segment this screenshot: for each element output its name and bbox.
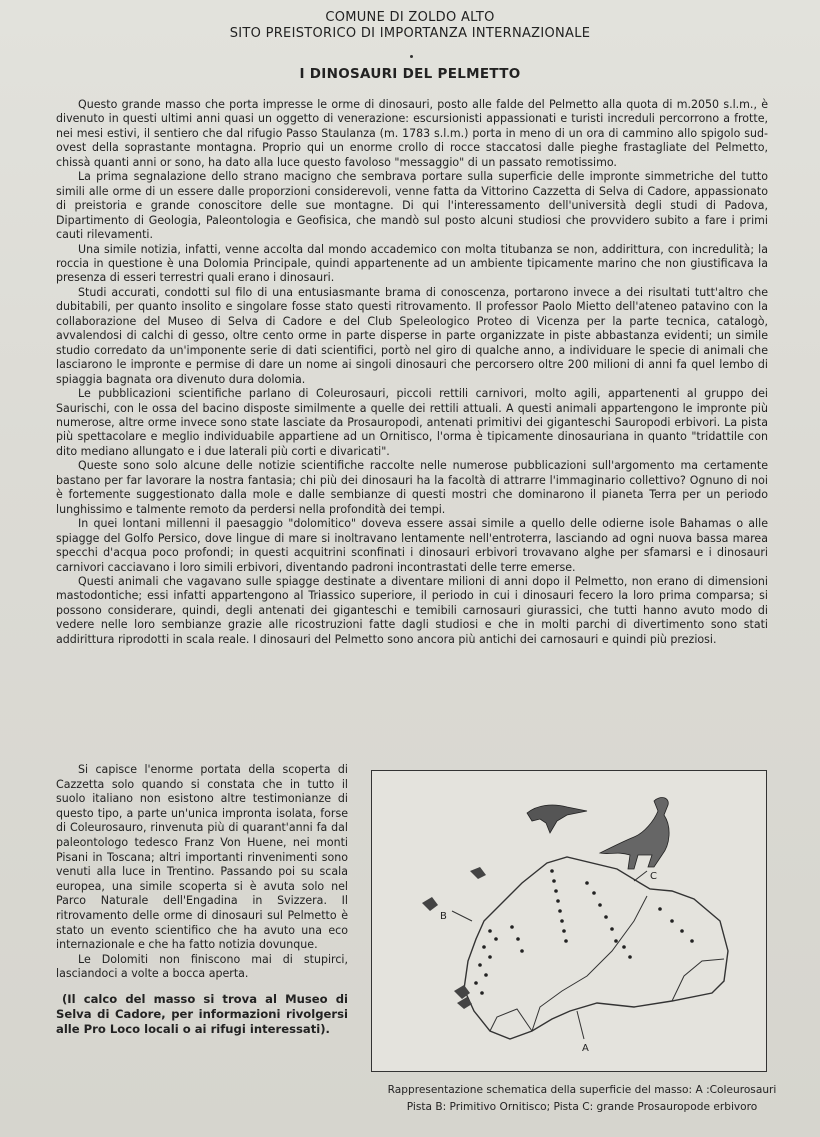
footprint: [554, 889, 558, 893]
footprint: [510, 925, 514, 929]
footprint: [488, 955, 492, 959]
rock-fold-line: [490, 1009, 532, 1031]
footprint: [564, 939, 568, 943]
footprint: [494, 937, 498, 941]
footprint: [474, 981, 478, 985]
footprint: [482, 945, 486, 949]
caption-line: Rappresentazione schematica della superficie del masso: A :Coleurosauri: [387, 1084, 777, 1096]
footprint: [592, 891, 596, 895]
dinosaur-icon: [527, 805, 587, 833]
footprint: [484, 973, 488, 977]
header-comune: COMUNE DI ZOLDO ALTO: [325, 10, 495, 25]
dinosaur-icon: [470, 867, 486, 879]
dinosaur-icon: [457, 997, 472, 1009]
footprint: [480, 991, 484, 995]
footprint: [614, 939, 618, 943]
dinosaur-icon: [422, 897, 438, 911]
left-column-text: [56, 763, 348, 1038]
footprint: [516, 937, 520, 941]
paragraph: Studi accurati, condotti sul filo di una entusiasmante brama di conoscenza, portarono invece a dei risultati tutt'altro che dubitabili, per quanto insolito e singolare fosse stato questi ritrovamento. Il professor Paolo Mietto dell'ateneo patavino con la collaborazione del Museo di Selva di Cadore e del Club Speleologico Proteo di Vicenza per la parte tecnica, catalogò, avvalendosi di calchi di gesso, oltre cento orme in parte disperse in parte organizzate in piste abbastanza evidenti; un simile studio corredato da un'imponente serie di dati scientifici, portò nel giro di qualche anno, a individuare le specie di animali che lasciarono le impronte e permise di dare un nome ai singoli dinosauri che percorsero oltre 200 milioni di anni fa quel lembo di spiaggia bagnata ora divenuto dura dolomia.: [56, 285, 768, 386]
diagram-drawing: [372, 771, 766, 1071]
paragraph: La prima segnalazione dello strano macigno che sembrava portare sulla superficie delle impronte simmetriche del tutto simili alle orme di un essere dalle proporzioni considerevoli, venne fatta da Vittorino Cazzetta di Selva di Cadore, appassionato di preistoria e grande conoscitore delle sue montagne. Di qui l'interessamento dell'università degli studi di Padova, Dipartimento di Geologia, Paleontologia e Geofisica, che mandò sul posto alcuni studiosi che provvidero subito a fare i primi cauti rilevamenti.: [56, 170, 768, 242]
footprint: [628, 955, 632, 959]
figure-caption: [362, 1082, 802, 1116]
museum-note: (Il calco del masso si trova al Museo di Selva di Cadore, per informazioni rivolgersi alle Pro Loco locali o ai rifugi interessati).: [56, 991, 348, 1037]
rock-outline: [464, 857, 728, 1039]
rock-surface-diagram: [371, 770, 767, 1072]
footprint: [690, 939, 694, 943]
footprint: [658, 907, 662, 911]
footprint: [556, 899, 560, 903]
footprint: [478, 963, 482, 967]
main-text: [56, 98, 768, 647]
dinosaur-icon: [600, 798, 669, 869]
header-sito: SITO PREISTORICO DI IMPORTANZA INTERNAZIONALE: [229, 26, 591, 41]
label-b: B: [440, 911, 447, 922]
footprint: [604, 915, 608, 919]
label-c: C: [650, 871, 657, 882]
pointer-b: [452, 911, 472, 921]
paragraph: Questo grande masso che porta impresse le orme di dinosauri, posto alle falde del Pelmetto alla quota di m.2050 s.l.m., è divenuto in questi ultimi anni quasi un oggetto di venerazione: escursionisti appassionati e turisti increduli percorrono a frotte, nei mesi estivi, il sentiero che dal rifugio Passo Staulanza (m. 1783 s.l.m.) porta in meno di un ora di cammino allo spigolo sud-ovest della soprastante montagna. Proprio qui un enorme crollo di rocce staccatosi dalle pieghe frastagliate del Pelmetto, chissà quanti anni or sono, ha dato alla luce questo favoloso "messaggio" di un passato remotissimo.: [56, 98, 768, 169]
footprint: [598, 903, 602, 907]
footprint: [552, 879, 556, 883]
footprint: [610, 927, 614, 931]
paragraph: Si capisce l'enorme portata della scoperta di Cazzetta solo quando si constata che in tutto il suolo italiano non esistono altre testimonianze di questo tipo, a parte un'unica impronta isolata, forse di Coleurosauro, rinvenuta più di quarant'anni fa dal paleontologo tedesco Franz Von Huene, nei monti Pisani in Toscana; altri importanti rinvenimenti sono venuti alla luce in Trentino. Passando poi su scala europea, una simile scoperta si è avuta solo nel Parco Naturale dell'Engadina in Svizzera. Il ritrovamento delle orme di dinosauri sul Pelmetto è stato un evento scientifico che ha avuto una eco internazionale e che ha fatto notizia dovunque.: [56, 763, 348, 952]
label-a: A: [582, 1043, 589, 1054]
paragraph: Queste sono solo alcune delle notizie scientifiche raccolte nelle numerose pubblicazioni sull'argomento ma certamente bastano per far lavorare la nostra fantasia; chi più dei dinosauri ha la facoltà di attrarre l'immaginario collettivo? Ognuno di noi è fortemente suggestionato dalla mole e dalle sembianze di questi mostri che dominarono il pianeta Terra per un periodo lunghissimo e talmente remoto da perdersi nella profondità dei tempi.: [56, 459, 768, 516]
footprint-tracks: [474, 869, 694, 995]
page-title: I DINOSAURI DEL PELMETTO: [299, 66, 521, 82]
paragraph: Questi animali che vagavano sulle spiagge destinate a diventare milioni di anni dopo il Pelmetto, non erano di dimensioni mastodontiche; essi infatti appartengono al Triassico superiore, il periodo in cui i dinosauri fecero la loro prima comparsa; si possono considerare, quindi, degli antenati dei giganteschi e temibili carnosauri giurassici, che tutti hanno avuto modo di vedere nelle loro sembianze grazie alle ricostruzioni fatte dagli studiosi e che in molti parchi di divertimento sono stati addirittura riprodotti in scala reale. I dinosauri del Pelmetto sono ancora più antichi dei carnosauri e quindi più preziosi.: [56, 574, 768, 646]
footprint: [562, 929, 566, 933]
paragraph: Le Dolomiti non finiscono mai di stupirci, lasciandoci a volte a bocca aperta.: [56, 952, 348, 981]
footprint: [680, 929, 684, 933]
footprint: [622, 945, 626, 949]
footprint: [550, 869, 554, 873]
paragraph: Le pubblicazioni scientifiche parlano di Coleurosauri, piccoli rettili carnivori, molto agili, appartenenti al gruppo dei Saurischi, con le ossa del bacino disposte similmente a quelle dei rettili attuali. A questi animali appartengono le impronte più numerose, altre orme invece sono state lasciate da Prosauropodi, antenati primitivi dei giganteschi Sauropodi erbivori. La pista più spettacolare e meglio individuabile appartiene ad un Ornitisco, l'orma è tipicamente dinosauriana in quanto "tridattile con dito mediano allungato e i due laterali più corti e divaricati".: [56, 387, 768, 458]
pointer-a: [577, 1011, 584, 1039]
rock-fold-line: [532, 896, 647, 1031]
decorative-dot: [410, 55, 413, 58]
paragraph: In quei lontani millenni il paesaggio "dolomitico" doveva essere assai simile a quello delle odierne isole Bahamas o alle spiagge del Golfo Persico, dove lingue di mare si inoltravano lentamente nell'entroterra, lasciando ad ogni nuova bassa marea specchi d'acqua poco profondi; in questi acquitrini sconfinati i dinosauri erbivori trovavano alghe per sfamarsi e i dinosauri carnivori cacciavano i loro simili erbivori, diventando padroni incontrastati delle terre emerse.: [56, 517, 768, 574]
footprint: [520, 949, 524, 953]
caption-line: Pista B: Primitivo Ornitisco; Pista C: grande Prosauropode erbivoro: [406, 1101, 758, 1113]
footprint: [670, 919, 674, 923]
footprint: [488, 929, 492, 933]
footprint: [585, 881, 589, 885]
footprint: [560, 919, 564, 923]
footprint: [558, 909, 562, 913]
paragraph: Una simile notizia, infatti, venne accolta dal mondo accademico con molta titubanza se non, addirittura, con incredulità; la roccia in questione è una Dolomia Principale, quindi appartenente ad un ambiente tipicamente marino che non giustificava la presenza di esseri terrestri quali erano i dinosauri.: [56, 242, 768, 285]
rock-fold-line: [672, 959, 724, 1001]
pointer-c: [634, 871, 647, 881]
